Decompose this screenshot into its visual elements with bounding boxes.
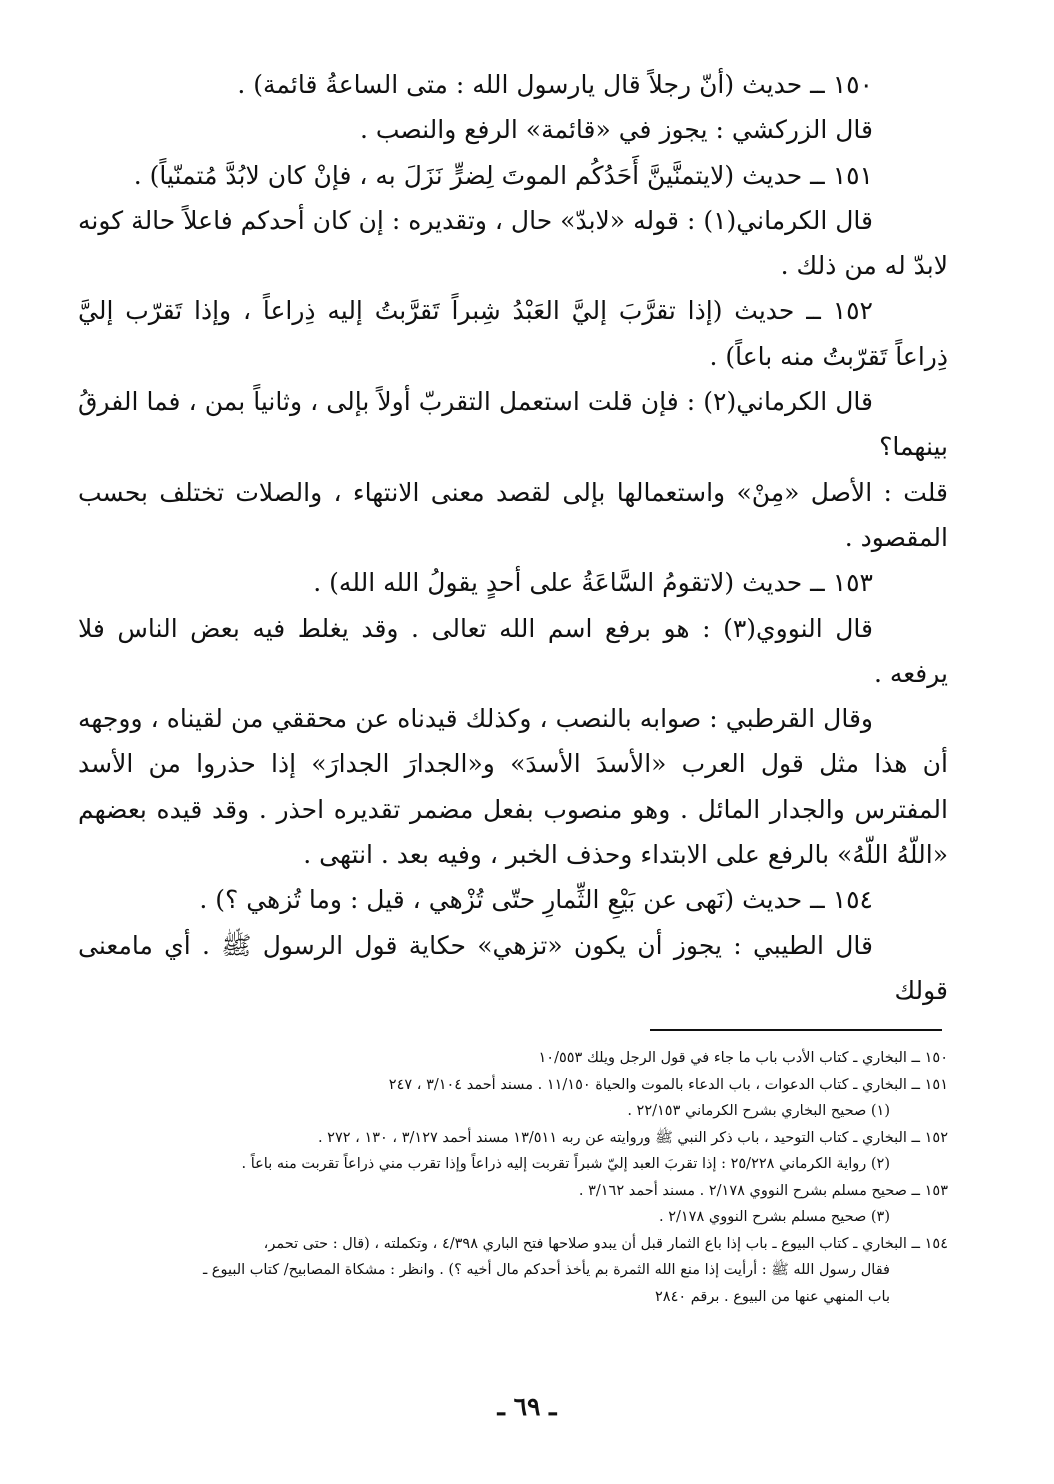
footnote-154: ١٥٤ ــ البخاري ـ كتاب البيوع ـ باب إذا باع الثمار قبل أن يبدو صلاحها فتح الباري ٤/٣٩٨ ، وتكملته ، (قال : حتى تحمر، — [263, 1235, 948, 1252]
hadith-153: ١٥٣ ــ حديث (لاتقومُ السَّاعَةُ على أحدٍ يقولُ الله الله) . — [313, 568, 873, 598]
commentary-nawawi: قال النووي(٣) : هو برفع اسم الله تعالى . وقد يغلط فيه بعض الناس فلا يرفعه . — [78, 613, 948, 688]
footnote-152: ١٥٢ ــ البخاري ـ كتاب التوحيد ، باب ذكر النبي ﷺ وروايته عن ربه ١٣/٥١١ مسند أحمد ٣/١٢٧ ، ١٣٠ ، ٢٧٢ . — [317, 1129, 948, 1146]
commentary-kirmani-2: قال الكرماني(٢) : فإن قلت استعمل التقربّ أولاً بإلى ، وثانياً بمن ، فما الفرقُ بينهما؟ — [78, 387, 948, 462]
footnote-ref-2: (٢) رواية الكرماني ٢٥/٢٢٨ : إذا تقربَ العبد إليّ شبراً تقربت إليه ذراعاً وإذا تقرب مني ذراعاً تقربت منه باعاً . — [241, 1156, 890, 1172]
hadith-151: ١٥١ ــ حديث (لايتمنَّينَّ أَحَدُكُم الموتَ لِضرٍّ نَزَلَ به ، فإنْ كان لابُدَّ مُتمنّياً) . — [133, 160, 873, 190]
footnote-divider — [650, 1029, 942, 1031]
commentary-qurtubi: وقال القرطبي : صوابه بالنصب ، وكذلك قيدناه عن محققي من لقيناه ، ووجهه أن هذا مثل قول العرب «الأسدَ الأسدَ» و«الجدارَ الجدارَ» إذا حذروا من الأسد المفترس والجدار المائل . وهو منصوب بفعل مضمر تقديره احذر . وقد قيده بعضهم «اللّهُ اللّهُ» بالرفع على الابتداء وحذف الخبر ، وفيه بعد . انتهى . — [78, 704, 948, 870]
footnote-ref-1: (١) صحيح البخاري بشرح الكرماني ٢٢/١٥٣ . — [627, 1103, 890, 1119]
footnote-150: ١٥٠ ــ البخاري ـ كتاب الأدب باب ما جاء في قول الرجل ويلك ١٠/٥٥٣ — [538, 1050, 948, 1066]
commentary-kirmani-1: قال الكرماني(١) : قوله «لابدّ» حال ، وتقديره : إن كان أحدكم فاعلاً حالة كونه لابدّ له من ذلك . — [78, 205, 948, 281]
hadith-154: ١٥٤ ــ حديث (نَهى عن بَيْعِ الثِّمارِ حتّى تُزْهي ، قيل : وما تُزهي ؟) . — [199, 885, 873, 915]
commentary-kirmani-answer: قلت : الأصل «مِنْ» واستعمالها بإلى لقصد معنى الانتهاء ، والصلات تختلف بحسب المقصود . — [78, 477, 948, 552]
hadith-152: ١٥٢ ــ حديث (إذا تقرَّبَ إليَّ العَبْدُ شِبراً تَقرَّبتُ إليه ذِراعاً ، وإذا تَقرّب إليَّ ذِراعاً تَقرّبتُ منه باعاً) . — [78, 296, 948, 371]
page-number: ـ ٦٩ ـ — [497, 1392, 557, 1421]
footnote-153: ١٥٣ ــ صحيح مسلم بشرح النووي ٢/١٧٨ . مسند أحمد ٣/١٦٢ . — [578, 1182, 948, 1199]
main-text — [78, 62, 948, 1013]
footnote-154-cont-1: فقال رسول الله ﷺ : أرأيت إذا منع الله الثمرة بم يأخذ أحدكم مال أخيه ؟) . وانظر : مشكاة المصابيح/ كتاب البيوع ـ — [202, 1262, 890, 1278]
hadith-150: ١٥٠ ــ حديث (أنّ رجلاً قال يارسول الله : متى الساعةُ قائمة) . — [237, 70, 873, 99]
footnote-154-cont-2: باب المنهي عنها من البيوع . برقم ٢٨٤٠ — [655, 1288, 890, 1305]
commentary-zarkashi: قال الزركشي : يجوز في «قائمة» الرفع والنصب . — [359, 115, 873, 145]
footnotes — [150, 1045, 948, 1310]
footnote-ref-3: (٣) صحيح مسلم بشرح النووي ٢/١٧٨ . — [659, 1209, 890, 1225]
footnote-151: ١٥١ ــ البخاري ـ كتاب الدعوات ، باب الدعاء بالموت والحياة ١١/١٥٠ . مسند أحمد ٣/١٠٤ ، ٢٤٧ — [388, 1076, 948, 1093]
commentary-tibi: قال الطيبي : يجوز أن يكون «تزهي» حكاية قول الرسول ﷺ . أي مامعنى قولك — [78, 930, 948, 1005]
